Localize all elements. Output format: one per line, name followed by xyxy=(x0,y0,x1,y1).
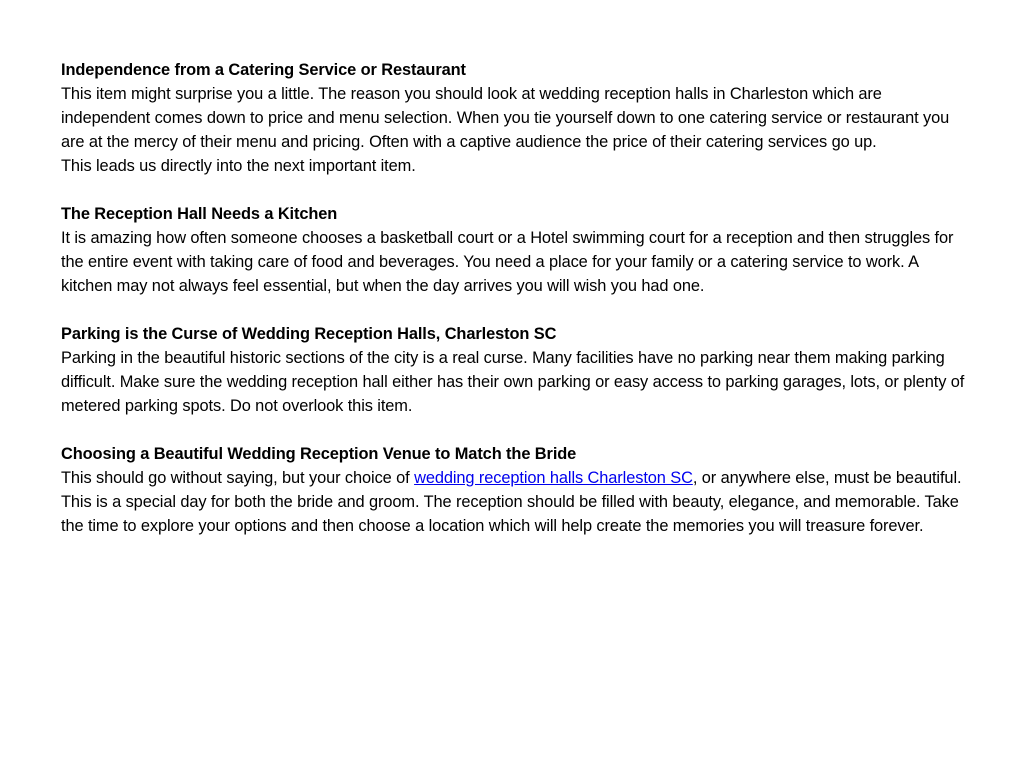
section-heading: Parking is the Curse of Wedding Reception Halls, Charleston SC xyxy=(61,325,557,343)
section-parking xyxy=(61,322,966,418)
section-paragraph: This item might surprise you a little. The reason you should look at wedding reception halls in Charleston which are independent comes down to price and menu selection. When you tie yourself down to one catering service or restaurant you are at the mercy of their menu and pricing. Often with a captive audience the price of their catering services go up. xyxy=(61,85,950,151)
wedding-halls-link[interactable]: wedding reception halls Charleston SC xyxy=(414,469,693,487)
section-paragraph: It is amazing how often someone chooses a basketball court or a Hotel swimming court for a reception and then struggles for the entire event with taking care of food and beverages. You need a place for your family or a catering service to work. A kitchen may not always feel essential, but when the day arrives you will wish you had one. xyxy=(61,229,954,295)
section-paragraph xyxy=(61,466,966,538)
section-heading: Independence from a Catering Service or Restaurant xyxy=(61,61,466,79)
paragraph-text-after-link: , or anywhere else, must be beautiful. This is a special day for both the bride and groom. The reception should be filled with beauty, elegance, and memorable. Take the time to explore your options and then choose a location which will help create the memories you will treasure forever. xyxy=(61,469,962,535)
section-beautiful-venue xyxy=(61,442,966,538)
section-catering-independence xyxy=(61,58,966,178)
section-heading: The Reception Hall Needs a Kitchen xyxy=(61,205,338,223)
paragraph-text-before-link: This should go without saying, but your choice of xyxy=(61,469,415,487)
section-heading: Choosing a Beautiful Wedding Reception Venue to Match the Bride xyxy=(61,445,577,463)
section-kitchen xyxy=(61,202,966,298)
section-paragraph: This leads us directly into the next important item. xyxy=(61,157,416,175)
section-paragraph: Parking in the beautiful historic sections of the city is a real curse. Many facilities have no parking near them making parking difficult. Make sure the wedding reception hall either has their own parking or easy access to parking garages, lots, or plenty of metered parking spots. Do not overlook this item. xyxy=(61,349,965,415)
slide-body xyxy=(61,58,966,562)
